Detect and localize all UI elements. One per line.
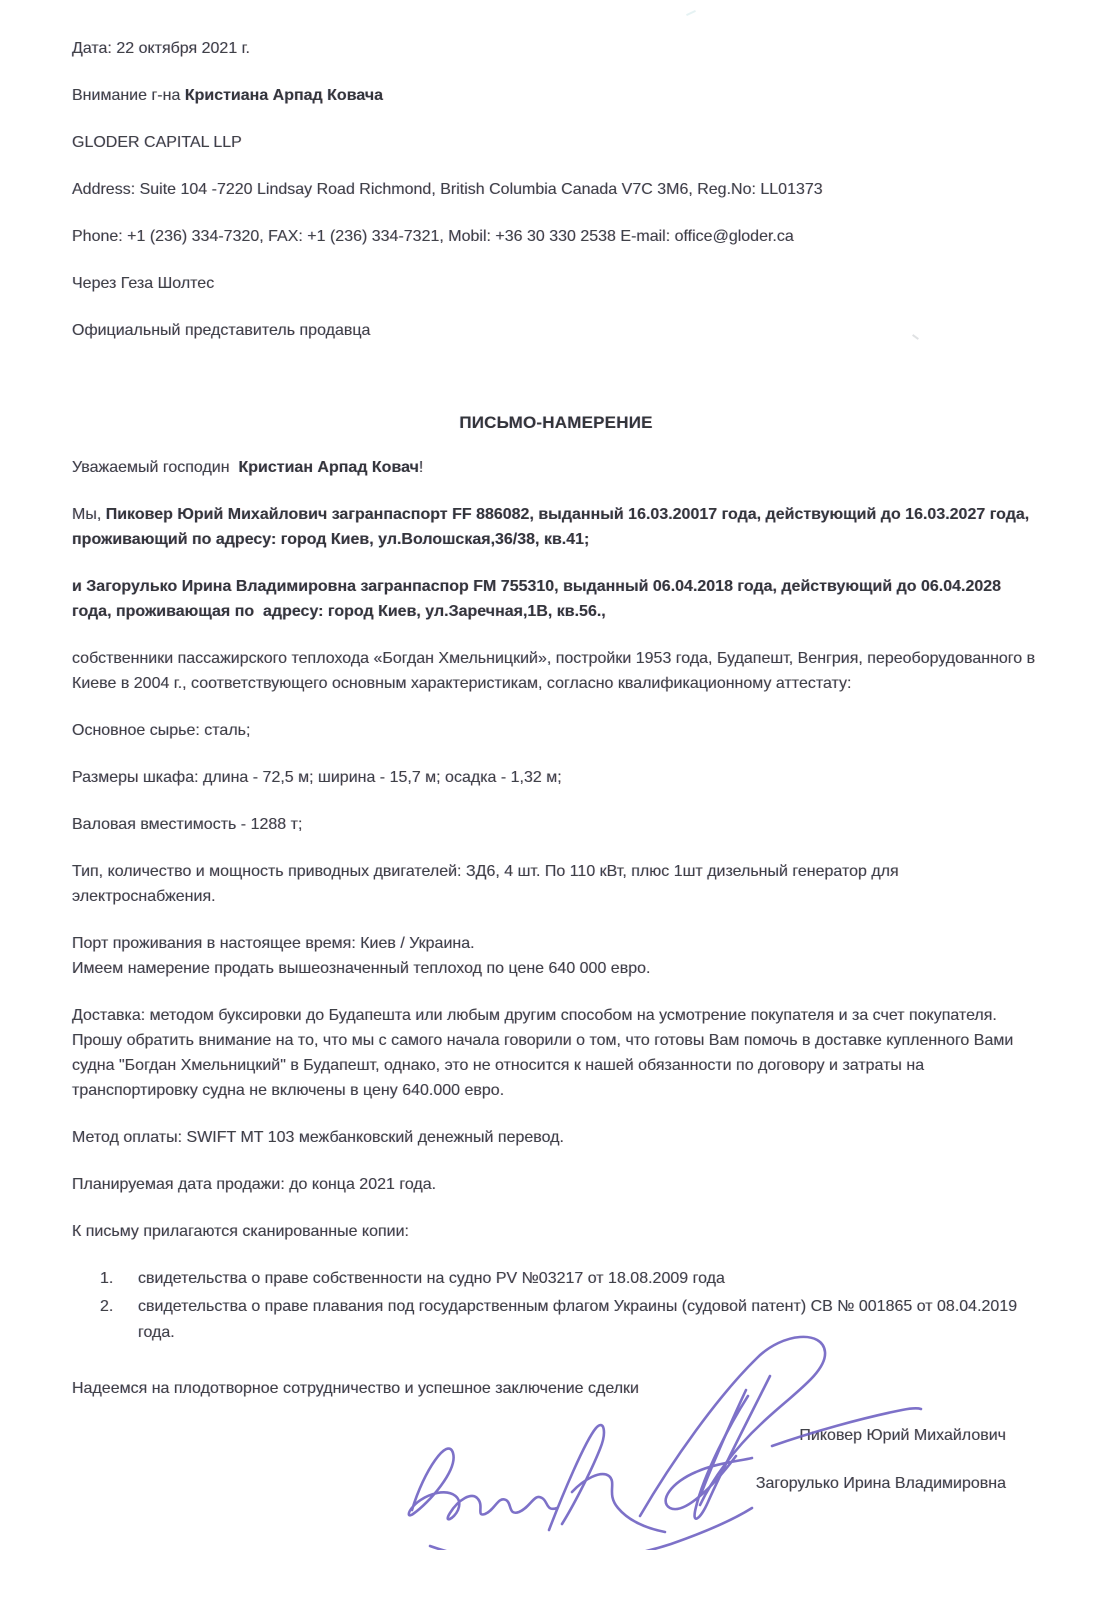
list-item (72, 1266, 1040, 1292)
salutation-suffix: ! (418, 459, 424, 476)
document-title: ПИСЬМО-НАМЕРЕНИЕ (459, 413, 653, 432)
signatory-name: Загорулько Ирина Владимировна (755, 1475, 1006, 1492)
list-item (72, 1294, 1040, 1346)
company-name: GLODER CAPITAL LLP (72, 134, 242, 151)
intent-line: Имеем намерение продать вышеозначенный теплоход по цене 640 000 евро. (72, 960, 651, 977)
signatories-block (72, 1423, 1040, 1496)
contacts-line: Phone: +1 (236) 334-7320, FAX: +1 (236) 334-7321, Mobil: +36 30 330 2538 E-mail: office@gloder.ca (72, 228, 794, 245)
attention-prefix: Внимание г-на (72, 87, 185, 104)
list-item-text: свидетельства о праве собственности на судно PV №03217 от 18.08.2009 года (138, 1270, 725, 1287)
attention-name: Кристиана Арпад Ковача (184, 87, 384, 104)
list-item-number: 2. (100, 1298, 114, 1315)
scan-artifact (686, 10, 696, 16)
tonnage-line: Валовая вместимость - 1288 т; (72, 816, 303, 833)
representative-line: Официальный представитель продавца (72, 322, 371, 339)
owner1-paragraph (72, 502, 1040, 552)
port-intent-paragraph (72, 931, 1040, 981)
dimensions-line: Размеры шкафа: длина - 72,5 м; ширина - 15,7 м; осадка - 1,32 м; (72, 769, 562, 786)
owner2-paragraph (72, 574, 1040, 624)
material-line: Основное сырье: сталь; (72, 722, 251, 739)
list-item-text: свидетельства о праве плавания под государственным флагом Украины (судовой патент) СВ № 001865 от 08.04.2019 года. (138, 1298, 1026, 1341)
vessel-description: собственники пассажирского теплохода «Богдан Хмельницкий», постройки 1953 года, Будапешт, Венгрия, переоборудованного в Киеве в 2004 г., соответствующего основным характеристикам, согласно квалификационному аттестату: (72, 650, 1040, 692)
owner2-details: и Загорулько Ирина Владимировна загранпаспор FM 755310, выданный 06.04.2018 года, действующий до 06.04.2028 года, проживающая по адресу: город Киев, ул.Заречная,1В, кв.56., (72, 578, 1006, 620)
date-line: Дата: 22 октября 2021 г. (72, 40, 250, 57)
salutation-prefix: Уважаемый господин (72, 459, 239, 476)
address-line: Address: Suite 104 -7220 Lindsay Road Richmond, British Columbia Canada V7C 3M6, Reg.No: LL01373 (72, 181, 823, 198)
attachments-intro: К письму прилагаются сканированные копии: (72, 1223, 409, 1240)
attention-line (72, 83, 1040, 108)
owner1-prefix: Мы, (72, 506, 106, 523)
sale-date-line: Планируемая дата продажи: до конца 2021 года. (72, 1176, 437, 1193)
letter-content (72, 36, 1040, 1519)
salutation-line (72, 455, 1040, 480)
attachments-list (72, 1266, 1040, 1346)
via-line: Через Геза Шолтес (72, 275, 215, 292)
port-line: Порт проживания в настоящее время: Киев / Украина. (72, 935, 475, 952)
closing-line: Надеемся на плодотворное сотрудничество и успешное заключение сделки (72, 1380, 639, 1397)
list-item-number: 1. (100, 1270, 114, 1287)
delivery-paragraph: Доставка: методом буксировки до Будапешта или любым другим способом на усмотрение покупателя и за счет покупателя. Прошу обратить внимание на то, что мы с самого начала говорили о том, что готовы Вам помочь в доставке купленного Вами судна "Богдан Хмельницкий" в Будапешт, однако, это не относится к нашей обязанности по договору и затраты на транспортировку судна не включены в цену 640.000 евро. (72, 1007, 1018, 1099)
owner1-details: Пиковер Юрий Михайлович загранпаспорт FF 886082, выданный 16.03.20017 года, действующий до 16.03.2027 года, проживающий по адресу: город Киев, ул.Волошская,36/38, кв.41; (72, 506, 1034, 548)
salutation-name: Кристиан Арпад Ковач (238, 459, 419, 476)
signatory-name: Пиковер Юрий Михайлович (799, 1427, 1006, 1444)
payment-line: Метод оплаты: SWIFT MT 103 межбанковский денежный перевод. (72, 1129, 564, 1146)
engines-paragraph: Тип, количество и мощность приводных двигателей: ЗД6, 4 шт. По 110 кВт, плюс 1шт дизельный генератор для электроснабжения. (72, 863, 904, 905)
